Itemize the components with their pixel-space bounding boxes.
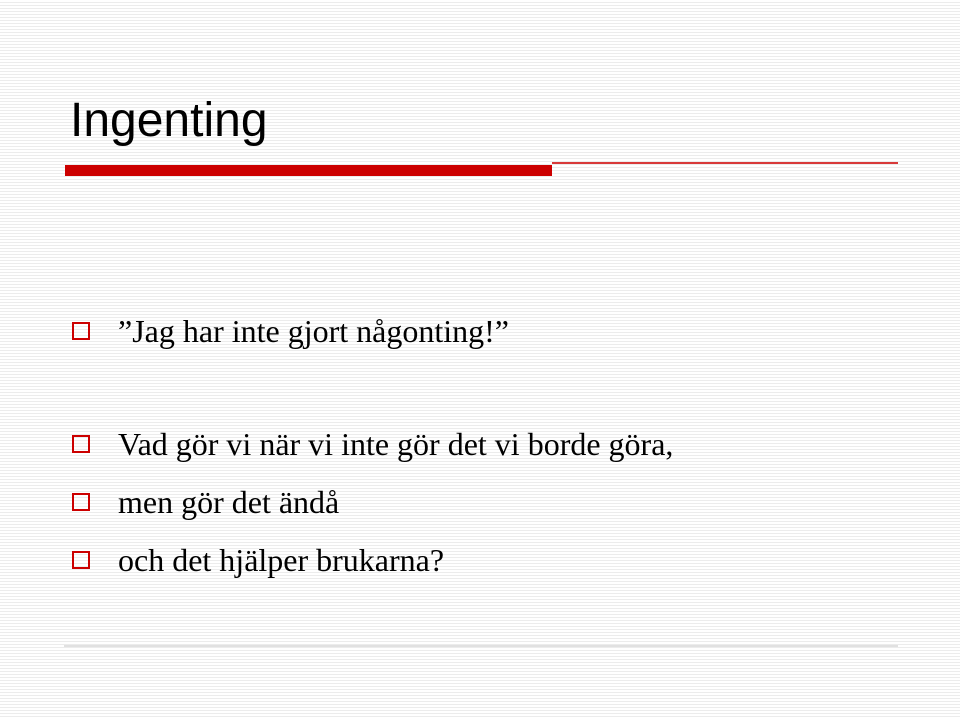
bullet-item-3 bbox=[72, 484, 339, 520]
bullet-text-4: och det hjälper brukarna? bbox=[118, 542, 445, 578]
bullet-item-2 bbox=[72, 426, 673, 462]
title-underline-bar bbox=[65, 165, 552, 176]
slide-title: Ingenting bbox=[70, 94, 268, 147]
title-rule-line bbox=[552, 162, 898, 164]
hollow-square-icon bbox=[72, 322, 90, 340]
bullet-text-2: Vad gör vi när vi inte gör det vi borde göra, bbox=[118, 426, 674, 462]
footer-rule-line bbox=[64, 645, 898, 647]
hollow-square-icon bbox=[72, 551, 90, 569]
bullet-text-1: ”Jag har inte gjort någonting!” bbox=[118, 313, 509, 349]
hollow-square-icon bbox=[72, 435, 90, 453]
bullet-item-4 bbox=[72, 542, 444, 578]
hollow-square-icon bbox=[72, 493, 90, 511]
bullet-item-1 bbox=[72, 313, 509, 349]
bullet-text-3: men gör det ändå bbox=[118, 484, 340, 520]
